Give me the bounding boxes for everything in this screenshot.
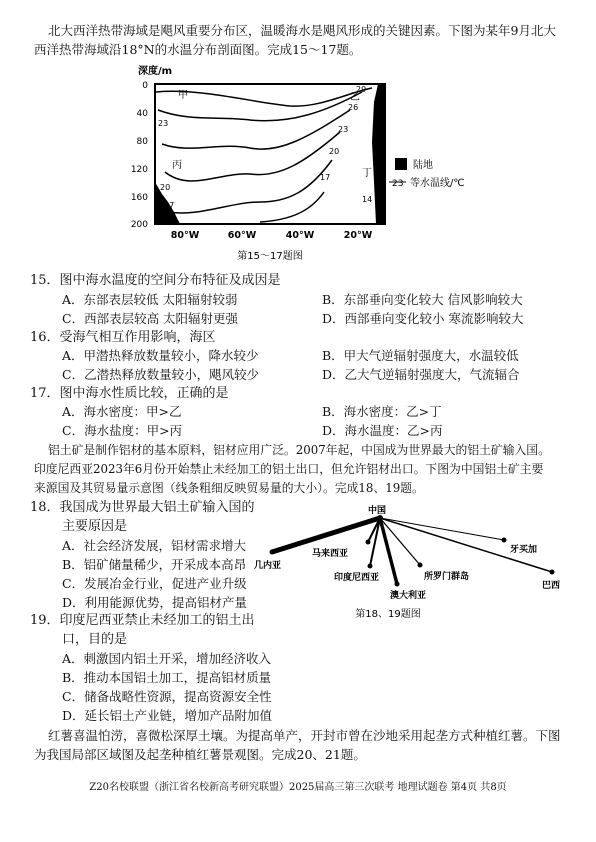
label-guinea: 几内亚 bbox=[254, 561, 282, 571]
q16-stem: 16．受海气相互作用影响，海区 bbox=[30, 330, 216, 345]
q17-option-d[interactable]: D．海水温度：乙>丙 bbox=[322, 423, 443, 438]
temperature-profile-figure bbox=[110, 62, 530, 267]
node-indonesia bbox=[368, 564, 373, 569]
legend-isotherm-value: 23 bbox=[392, 179, 404, 189]
node-guinea bbox=[270, 550, 275, 555]
q18-option-b[interactable]: B．铝矿储量稀少，开采成本高昂 bbox=[62, 557, 247, 572]
q19-option-b[interactable]: B．推动本国铝土加工，提高铝材质量 bbox=[62, 670, 272, 685]
y-axis-label: 深度/m bbox=[138, 66, 173, 77]
q18-stem-line2: 主要原因是 bbox=[62, 519, 128, 534]
q16-option-a[interactable]: A．甲潜热释放数量较小，降水较少 bbox=[62, 348, 259, 363]
intro2-line2: 印度尼西亚2023年6月份开始禁止未经加工的铝土出口，但允许铝材出口。下图为中国铝土矿主要 bbox=[34, 462, 544, 476]
q17-option-c[interactable]: C．海水盐度：甲>丙 bbox=[62, 423, 183, 438]
x-tick: 60°W bbox=[227, 230, 257, 241]
isotherm-label: 14 bbox=[166, 211, 177, 220]
isotherm-label: 26 bbox=[348, 103, 359, 112]
label-indonesia: 印度尼西亚 bbox=[334, 573, 380, 583]
isotherm-label: 14 bbox=[362, 195, 373, 204]
isotherm-label: 20 bbox=[329, 147, 340, 156]
y-tick: 200 bbox=[130, 220, 148, 230]
legend-land-label: 陆地 bbox=[413, 160, 433, 171]
label-malaysia: 马来西亚 bbox=[312, 549, 349, 559]
node-brazil bbox=[550, 570, 555, 575]
figure1-caption: 第15～17题图 bbox=[237, 251, 303, 262]
label-australia: 澳大利亚 bbox=[390, 591, 427, 601]
intro2-line1: 铝土矿是制作铝材的基本原料，铝材应用广泛。2007年起，中国成为世界最大的铝土矿输入国。 bbox=[48, 443, 550, 457]
node-solomon bbox=[418, 563, 423, 568]
page-footer: Z20名校联盟（浙江省名校新高考研究联盟）2025届高三第三次联考 地理试题卷 第4页 共8页 bbox=[89, 782, 507, 793]
point-bing: 丙 bbox=[172, 160, 182, 171]
q18-option-d[interactable]: D．利用能源优势，提高铝材产量 bbox=[62, 595, 248, 610]
q19-option-a[interactable]: A．刺激国内铝土开采，增加经济收入 bbox=[62, 651, 272, 666]
point-yi: 乙 bbox=[350, 92, 360, 103]
legend-isotherm-label: 等水温线/℃ bbox=[410, 178, 465, 189]
isotherm-label: 23 bbox=[158, 119, 169, 128]
q19-option-d[interactable]: D．延长铝土产业链，增加产品附加值 bbox=[62, 708, 273, 723]
q16-option-b[interactable]: B．甲大气逆辐射强度大，水温较低 bbox=[322, 348, 519, 363]
q18-stem-line1: 18．我国成为世界最大铝土矿输入国的 bbox=[30, 500, 255, 515]
point-jia: 甲 bbox=[178, 90, 188, 101]
trade-line-guinea bbox=[272, 518, 380, 552]
point-ding: 丁 bbox=[362, 168, 372, 179]
y-tick: 80 bbox=[136, 137, 148, 147]
q17-stem: 17．图中海水性质比较，正确的是 bbox=[30, 386, 229, 401]
intro3-line2: 为我国局部区域图及起垄种植红薯景观图。完成20、21题。 bbox=[34, 747, 366, 762]
label-solomon: 所罗门群岛 bbox=[424, 572, 470, 582]
q18-option-a[interactable]: A．社会经济发展，铝材需求增大 bbox=[62, 538, 247, 553]
x-tick: 80°W bbox=[170, 230, 200, 241]
isotherm-label: 17 bbox=[164, 201, 175, 210]
q15-option-c[interactable]: C．西部表层较高 太阳辐射更强 bbox=[62, 311, 239, 326]
intro1-line1: 北大西洋热带海域是飓风重要分布区，温暖海水是飓风形成的关键因素。下图为某年9月北大 bbox=[48, 23, 556, 38]
q19-stem-line2: 口，目的是 bbox=[62, 632, 128, 647]
q19-stem-line1: 19．印度尼西亚禁止未经加工的铝土出 bbox=[30, 613, 255, 628]
q15-option-a[interactable]: A．东部表层较低 太阳辐射较弱 bbox=[62, 292, 238, 307]
y-tick: 120 bbox=[130, 165, 148, 175]
bauxite-trade-svg bbox=[250, 500, 580, 620]
trade-line-indonesia bbox=[370, 518, 380, 566]
legend-land-swatch bbox=[395, 158, 407, 170]
label-china: 中国 bbox=[368, 506, 387, 516]
q17-option-a[interactable]: A．海水密度：甲>乙 bbox=[62, 404, 182, 419]
temperature-profile-svg bbox=[110, 62, 530, 267]
q19-option-c[interactable]: C．储备战略性资源，提高资源安全性 bbox=[62, 689, 272, 704]
intro2-line3: 来源国及其贸易量示意图（线条粗细反映贸易量的大小）。完成18、19题。 bbox=[34, 481, 424, 495]
figure2-caption: 第18、19题图 bbox=[355, 609, 421, 620]
q16-option-c[interactable]: C．乙潜热释放数量较小，飓风较少 bbox=[62, 367, 260, 382]
bauxite-trade-figure bbox=[250, 500, 580, 620]
node-jamaica bbox=[502, 538, 507, 543]
node-australia bbox=[395, 582, 400, 587]
label-brazil: 巴西 bbox=[542, 581, 561, 591]
q15-option-d[interactable]: D．西部垂向变化较小 寒流影响较大 bbox=[322, 311, 524, 326]
x-tick: 20°W bbox=[343, 230, 373, 241]
q15-stem: 15．图中海水温度的空间分布特征及成因是 bbox=[30, 273, 281, 288]
q16-option-d[interactable]: D．乙大气逆辐射强度大，气流辐合 bbox=[322, 367, 520, 382]
isotherm-label: 29 bbox=[356, 85, 367, 94]
isotherm-label: 17 bbox=[320, 173, 331, 182]
q15-option-b[interactable]: B．东部垂向变化较大 信风影响较大 bbox=[322, 292, 523, 307]
y-tick: 40 bbox=[136, 109, 148, 119]
label-jamaica: 牙买加 bbox=[510, 545, 538, 555]
intro3-line1: 红薯喜温怕涝，喜微松深厚土壤。为提高单产，开封市曾在沙地采用起垄方式种植红薯。下图 bbox=[48, 728, 561, 743]
y-tick: 0 bbox=[142, 81, 148, 91]
x-tick: 40°W bbox=[285, 230, 315, 241]
y-tick: 160 bbox=[130, 193, 148, 203]
q18-option-c[interactable]: C．发展冶金行业，促进产业升级 bbox=[62, 576, 247, 591]
isotherm-label: 20 bbox=[160, 183, 171, 192]
isotherm-label: 23 bbox=[338, 125, 349, 134]
q17-option-b[interactable]: B．海水密度：乙>丁 bbox=[322, 404, 442, 419]
node-malaysia bbox=[366, 540, 371, 545]
intro1-line2: 西洋热带海域沿18°N的水温分布剖面图。完成15～17题。 bbox=[34, 42, 362, 57]
